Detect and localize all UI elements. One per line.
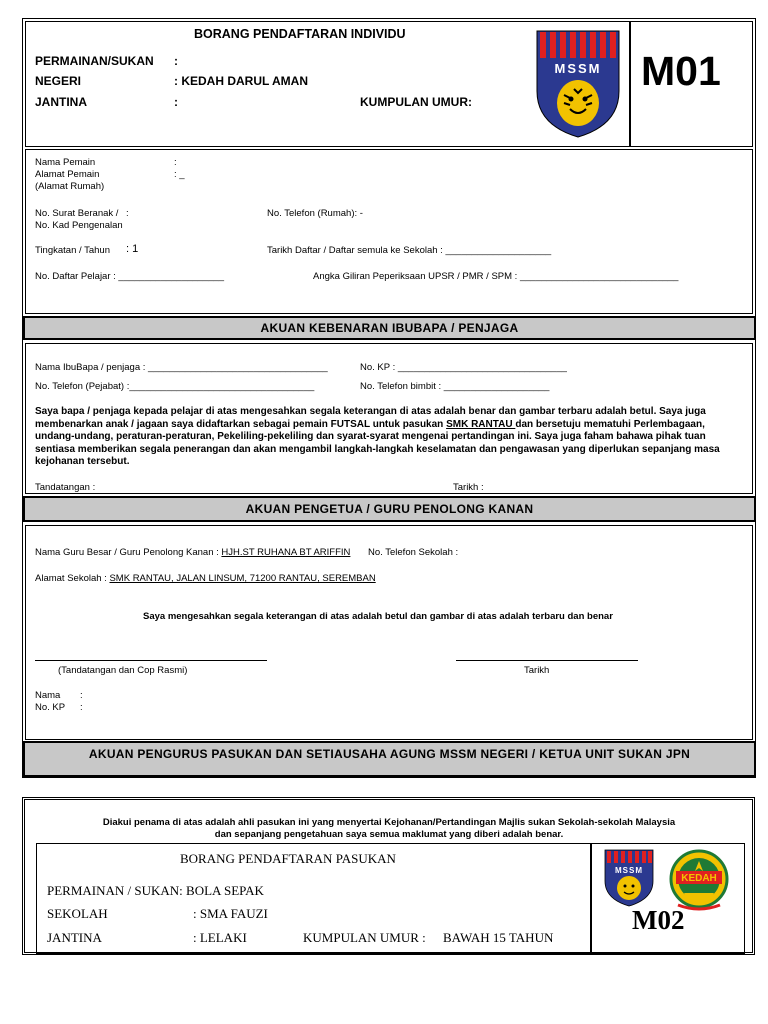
tarikh-ibubapa-field[interactable]: Tarikh : — [453, 482, 484, 493]
m02-jantina-label: JANTINA — [47, 930, 102, 945]
alamat-rumah-label: (Alamat Rumah) — [35, 181, 105, 192]
angka-giliran-field[interactable]: Angka Giliran Peperiksaan UPSR / PMR / SPM : ______________________________ — [313, 271, 679, 282]
m02-permainan[interactable]: PERMAINAN / SUKAN: BOLA SEPAK — [47, 883, 264, 898]
nama-pengetua-field[interactable]: : — [80, 690, 83, 701]
nama-guru-value[interactable]: HJH.ST RUHANA BT ARIFFIN — [221, 547, 351, 558]
m02-title: BORANG PENDAFTARAN PASUKAN — [180, 851, 396, 866]
tarikh-pengetua-label: Tarikh — [524, 665, 550, 676]
kedah-crest-icon — [664, 849, 734, 913]
m02-jantina-value[interactable]: : LELAKI — [193, 930, 247, 945]
daftar-pelajar-field[interactable]: No. Daftar Pelajar : ____________________ — [35, 271, 225, 282]
negeri-value[interactable]: : KEDAH DARUL AMAN — [174, 74, 308, 88]
permainan-value[interactable]: : — [174, 54, 178, 68]
m02-sekolah-value[interactable]: : SMA FAUZI — [193, 906, 268, 921]
akuan-para-school: SMK RANTAU — [446, 418, 516, 430]
tingkatan-field[interactable]: : 1 — [126, 243, 139, 255]
kp-pengetua-label: No. KP — [35, 702, 66, 713]
alamat-sekolah-value[interactable]: SMK RANTAU, JALAN LINSUM, 71200 RANTAU, SEREMBAN — [109, 573, 376, 584]
tingkatan-label: Tingkatan / Tahun — [35, 245, 110, 256]
surat-beranak-label: No. Surat Beranak / — [35, 208, 119, 219]
tel-sekolah-field[interactable]: No. Telefon Sekolah : — [368, 547, 459, 558]
no-kp-ibubapa-field[interactable]: No. KP : ________________________________ — [360, 362, 567, 373]
m01-title: BORANG PENDAFTARAN INDIVIDU — [194, 27, 406, 41]
nama-ibubapa-field[interactable]: Nama IbuBapa / penjaga : __________________________________ — [35, 362, 328, 373]
nama-pemain-field[interactable]: : — [174, 157, 177, 168]
tandatangan-ibubapa-field[interactable]: Tandatangan : — [35, 482, 96, 493]
tel-pejabat-field[interactable]: No. Telefon (Pejabat) :___________________________________ — [35, 381, 315, 392]
m02-intro-line1: Diakui penama di atas adalah ahli pasukan ini yang menyertai Kejohanan/Pertandingan Majlis sukan Sekolah-sekolah Malaysia — [102, 817, 676, 828]
signature-line[interactable] — [35, 660, 267, 661]
nama-guru-label: Nama Guru Besar / Guru Penolong Kanan : — [35, 547, 222, 558]
m01-code: M01 — [641, 48, 721, 94]
tarikh-daftar-field[interactable]: Tarikh Daftar / Daftar semula ke Sekolah : ____________________ — [267, 245, 552, 256]
m02-kumpulan-value[interactable]: BAWAH 15 TAHUN — [443, 930, 554, 945]
nama-guru-row — [35, 547, 350, 558]
tel-bimbit-field[interactable]: No. Telefon bimbit : ____________________ — [360, 381, 550, 392]
alamat-sekolah-row — [35, 573, 376, 584]
mssm-small-shield-icon — [603, 849, 655, 907]
mssm-shield-icon — [534, 29, 622, 139]
akuan-pengurus-banner: AKUAN PENGURUS PASUKAN DAN SETIAUSAHA AGUNG MSSM NEGERI / KETUA UNIT SUKAN JPN — [23, 741, 756, 777]
tarikh-line[interactable] — [456, 660, 638, 661]
surat-beranak-field[interactable]: : — [126, 208, 129, 219]
m02-intro-line2: dan sepanjang pengetahuan saya semua maklumat yang diberi adalah benar. — [214, 829, 564, 840]
akuan-pengetua-banner: AKUAN PENGETUA / GURU PENOLONG KANAN — [23, 496, 756, 522]
akuan-para-part1: Saya bapa / penjaga kepada pelajar di atas mengesahkan segala keterangan di atas adalah benar dan gambar terbaru adalah betul. Saya juga membenarkan anak / jagaan saya didaftarkan sebagai pemain FUTSAL untuk pasukan — [35, 406, 706, 430]
mssm-logo-text: MSSM — [554, 61, 602, 76]
m02-sekolah-label: SEKOLAH — [47, 906, 108, 921]
jantina-value[interactable]: : — [174, 95, 178, 109]
akuan-para-part2: dan bersetuju mematuhi Perlembagaan, undang-undang, peraturan-peraturan, Pekeliling-pekeliling dan syarat-syarat mengenai pertandingan ini. Saya juga faham bahawa pihak tuan sentiasa memberikan segala penerangan dan akan mengambil langkah-langkah keselamatan dan pengawasan yang diperlukan sepanjang masa kejohanan tersebut. — [35, 418, 720, 467]
negeri-label: NEGERI — [35, 74, 82, 88]
jantina-label: JANTINA — [35, 95, 88, 109]
m02-kumpulan-label: KUMPULAN UMUR : — [303, 930, 426, 945]
player-details-box — [25, 149, 753, 314]
kad-pengenalan-label: No. Kad Pengenalan — [35, 220, 123, 231]
permainan-label: PERMAINAN/SUKAN — [35, 54, 154, 68]
akuan-ibubapa-paragraph — [35, 406, 743, 469]
nama-pemain-label: Nama Pemain — [35, 157, 96, 168]
akuan-ibubapa-banner: AKUAN KEBENARAN IBUBAPA / PENJAGA — [23, 316, 756, 340]
kumpulan-umur-label: KUMPULAN UMUR: — [360, 95, 472, 109]
tandatangan-cop-label: (Tandatangan dan Cop Rasmi) — [58, 665, 188, 676]
tandatangan-clip — [26, 480, 752, 493]
mssm-small-logo-text: MSSM — [615, 866, 643, 875]
alamat-pemain-field[interactable]: : _ — [174, 169, 185, 180]
kedah-logo-text: KEDAH — [681, 873, 717, 884]
nama-pengetua-label: Nama — [35, 690, 61, 701]
alamat-pemain-label: Alamat Pemain — [35, 169, 100, 180]
telefon-rumah-field[interactable]: No. Telefon (Rumah): - — [267, 208, 363, 219]
kp-pengetua-field[interactable]: : — [80, 702, 83, 713]
m02-code: M02 — [632, 905, 685, 935]
pengesahan-statement: Saya mengesahkan segala keterangan di atas adalah betul dan gambar di atas adalah terbaru dan benar — [143, 611, 613, 622]
alamat-sekolah-label: Alamat Sekolah : — [35, 573, 110, 584]
